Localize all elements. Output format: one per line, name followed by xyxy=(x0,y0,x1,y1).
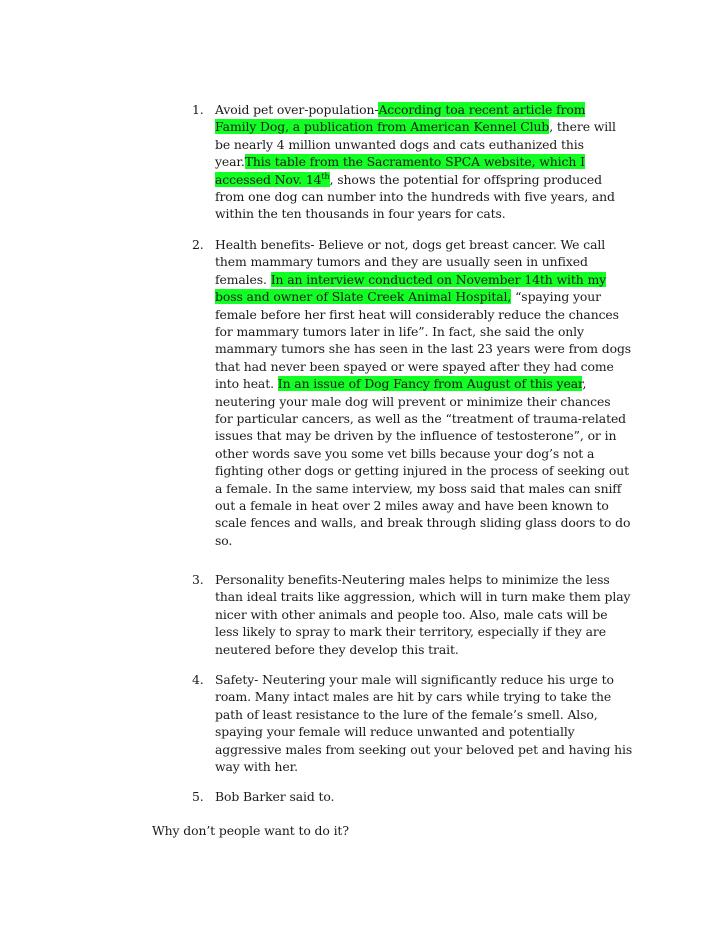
text-segment: Safety- Neutering your male will significantly reduce his urge to xyxy=(215,672,614,687)
text-segment: way with her. xyxy=(215,759,298,774)
highlighted-text: Family Dog, a publication from American Kennel Club xyxy=(215,119,550,135)
text-line xyxy=(215,205,506,222)
text-line xyxy=(215,393,610,410)
text-line xyxy=(215,171,602,188)
text-line xyxy=(215,306,619,323)
list-number: 1. xyxy=(192,102,204,117)
text-segment: within the ten thousands in four years for cats. xyxy=(215,206,506,222)
highlighted-text: th xyxy=(321,171,330,181)
text-segment: year. xyxy=(215,154,245,170)
text-line xyxy=(215,445,594,462)
text-segment: Health benefits- Believe or not, dogs get breast cancer. We call xyxy=(215,237,606,252)
highlighted-text: This table from the Sacramento SPCA website, which I xyxy=(244,154,585,170)
text-line xyxy=(215,723,575,740)
highlighted-text: accessed Nov. 14 xyxy=(215,171,322,187)
text-segment: for mammary tumors later in life”. In fact, she said the only xyxy=(215,324,584,339)
list-number: 2. xyxy=(192,237,204,252)
text-segment: from one dog can number into the hundreds with five years, and xyxy=(215,189,615,204)
highlighted-text: In an issue of Dog Fancy from August of this year xyxy=(277,376,583,392)
text-segment: neutering your male dog will prevent or minimize their chances xyxy=(215,393,611,409)
text-segment: that had never been spayed or were spayed after they had come xyxy=(215,358,614,374)
text-line xyxy=(215,671,614,688)
text-line xyxy=(215,571,610,588)
list-number: 4. xyxy=(192,672,204,687)
text-line xyxy=(215,532,232,549)
text-segment: , xyxy=(582,376,587,392)
text-segment: female before her first heat will considerably reduce the chances xyxy=(215,306,619,322)
text-segment: “spaying your xyxy=(511,289,601,305)
text-segment: nicer with other animals and people too. Also, male cats will be xyxy=(215,606,608,622)
text-line xyxy=(215,375,586,392)
text-segment: less likely to spray to mark their territory, especially if they are xyxy=(215,624,606,640)
text-line xyxy=(215,101,585,118)
text-line xyxy=(215,153,585,170)
text-line xyxy=(215,253,588,270)
text-line xyxy=(215,788,334,805)
text-segment: other words save you some vet bills because your dog’s not a xyxy=(215,445,595,461)
text-line xyxy=(215,514,630,531)
text-line xyxy=(215,358,614,375)
text-segment: spaying your female will reduce unwanted and potentially xyxy=(215,724,575,740)
text-segment: fighting other dogs or getting injured in the process of seeking out xyxy=(215,463,630,479)
text-line xyxy=(215,410,626,427)
text-line xyxy=(215,588,630,605)
text-line xyxy=(215,480,621,497)
text-line xyxy=(215,606,607,623)
text-segment: roam. Many intact males are hit by cars while trying to take the xyxy=(215,689,612,705)
text-line xyxy=(215,340,631,357)
text-line xyxy=(215,623,606,640)
text-line xyxy=(215,462,629,479)
text-line xyxy=(215,427,616,444)
text-line xyxy=(215,323,584,340)
text-line xyxy=(215,136,584,153)
text-segment: them mammary tumors and they are usually seen in unfixed xyxy=(215,254,588,270)
text-line xyxy=(215,188,615,205)
text-line xyxy=(215,497,609,514)
text-segment: Personality benefits-Neutering males helps to minimize the less xyxy=(215,572,610,587)
highlighted-text: boss and owner of Slate Creek Animal Hospital, xyxy=(215,289,512,305)
list-number: 5. xyxy=(192,789,204,804)
text-line xyxy=(215,758,298,775)
text-line xyxy=(215,271,606,288)
text-segment: out a female in heat over 2 miles away and have been known to xyxy=(215,498,609,513)
text-segment: scale fences and walls, and break through sliding glass doors to do xyxy=(215,515,631,531)
text-segment: mammary tumors she has seen in the last 23 years were from dogs xyxy=(215,341,632,357)
text-segment: a female. In the same interview, my boss said that males can sniff xyxy=(215,480,622,496)
text-segment: Avoid pet over-population- xyxy=(215,102,379,117)
text-line xyxy=(215,706,598,723)
closing-question: Why don’t people want to do it? xyxy=(152,823,349,838)
text-segment: , there will xyxy=(549,119,616,135)
text-line xyxy=(215,641,459,658)
text-line xyxy=(215,236,605,253)
text-line xyxy=(215,688,611,705)
list-number: 3. xyxy=(192,572,204,587)
text-line xyxy=(215,288,601,305)
highlighted-text: In an interview conducted on November 14th with my xyxy=(270,271,607,287)
text-line xyxy=(215,741,632,758)
text-segment: into heat. xyxy=(215,376,278,392)
text-segment: aggressive males from seeking out your beloved pet and having his xyxy=(215,741,633,757)
superscript-wrapper xyxy=(321,172,329,187)
text-segment: than ideal traits like aggression, which will in turn make them play xyxy=(215,589,631,605)
text-segment: issues that may be driven by the influence of testosterone”, or in xyxy=(215,428,617,444)
highlighted-text: According toa recent article from xyxy=(378,102,586,117)
text-segment: path of least resistance to the lure of the female’s smell. Also, xyxy=(215,706,598,722)
text-segment: so. xyxy=(215,532,233,548)
text-segment: Bob Barker said to. xyxy=(215,789,335,804)
text-segment: be nearly 4 million unwanted dogs and cats euthanized this xyxy=(215,136,584,152)
text-line xyxy=(215,118,616,135)
text-segment: , shows the potential for offspring produced xyxy=(329,171,602,187)
text-segment: females. xyxy=(215,271,271,287)
text-segment: for particular cancers, as well as the “treatment of trauma-related xyxy=(215,411,627,426)
text-segment: neutered before they develop this trait. xyxy=(215,641,459,657)
